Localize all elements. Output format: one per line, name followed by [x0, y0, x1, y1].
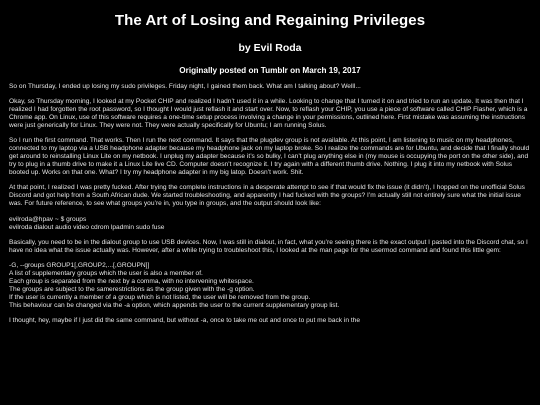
paragraph-closing: I thought, hey, maybe if I just did the same command, but without -a, once to take me out and once to put me back in the — [9, 316, 361, 324]
man-line: A list of supplementary groups which the user is also a member of. — [9, 269, 203, 277]
man-option-line: -G, --groups GROUP1[,GROUP2,...[,GROUPN]] — [9, 261, 150, 269]
post-title: The Art of Losing and Regaining Privileges — [114, 12, 426, 29]
groups-result-line: evilroda dialout audio video cdrom lpadmin sudo fuse — [9, 223, 165, 231]
paragraph-troubleshoot: At that point, I realized I was pretty fucked. After trying the complete instructions in a desperate attempt to see if that would fix the issue (it didn’t), I hopped on the unofficial Solus Discord and got help from a South African dude. We started troubleshooting, and apparently I had fucked with the groups? I’m actually still not entirely sure what the initial issue was. For future reference, to see what groups you’re in, you type in groups, and the output should look like: — [9, 184, 525, 208]
paragraph-chip: Okay, so Thursday morning, I looked at my Pocket CHIP and realized I hadn’t used it in a while. Looking to change that I turned it on and tried to run an update. It was then that I realized I had forgotten the root password, so I thought I would just reflash it and start over. Now, to reflash your CHIP, you use a piece of software called CHIP Flasher, which is a Chrome app. On Linux, use of this software requires a one-time setup process involving a change in your permissions, outlined here. First mistake was assuming the instructions were just generically for Linux. They were not. They were actually specifically for Ubuntu; I am running Solus. — [9, 98, 528, 130]
post-author: by Evil Roda — [238, 42, 302, 55]
paragraph-dialout: Basically, you need to be in the dialout group to use USB devices. Now, I was still in dialout, in fact, what you’re seeing there is the exact output I pasted into the Discord chat, so I have no idea what the issue actually was. However, after a while trying to troubleshoot this, I looked at the man page for the usermod command and found this little gem: — [9, 238, 528, 254]
paragraph-intro: So on Thursday, I ended up losing my sudo privileges. Friday night, I gained them back. What am I talking about? Welll... — [9, 83, 361, 91]
man-line: This behaviour can be changed via the -a option, which appends the user to the current supplementary group list. — [9, 301, 340, 309]
paragraph-commands: So I run the first command. That works. Then I run the next command. It says that the plugdev group is not available. At this point, I am listening to music on my headphones, connected to my laptop via a USB headphone adapter because my headphone jack on my laptop broke. So I realize the commands are for Ubuntu, and decide that I finally should get around to reinstalling Linux Lite on my netbook. I unplug my adapter because it’s so bulky, I can’t plug anything else in (my mouse is occupying the port on the other side), and try to plug in a thumb drive to make it a Linux Lite live CD. Computer doesn’t recognize it. I try again with a different thumb drive. Nothing. I plug it into my netbook with Solus booted up. Works on that one. What? I try my headphone adapter in my big latop. Doesn’t work. Shit. — [9, 137, 530, 177]
man-line: The groups are subject to the samerestrictions as the group given with the -g option. — [9, 285, 255, 293]
groups-command-line: evilroda@hpav ~ $ groups — [9, 215, 87, 223]
groups-output — [9, 216, 531, 232]
man-line: If the user is currently a member of a group which is not listed, the user will be removed from the group. — [9, 293, 311, 301]
post-body — [9, 83, 531, 325]
post-date: Originally posted on Tumblr on March 19, 2017 — [179, 66, 361, 76]
man-line: Each group is separated from the next by a comma, with no intervening whitespace. — [9, 277, 254, 285]
man-page-excerpt — [9, 262, 531, 310]
